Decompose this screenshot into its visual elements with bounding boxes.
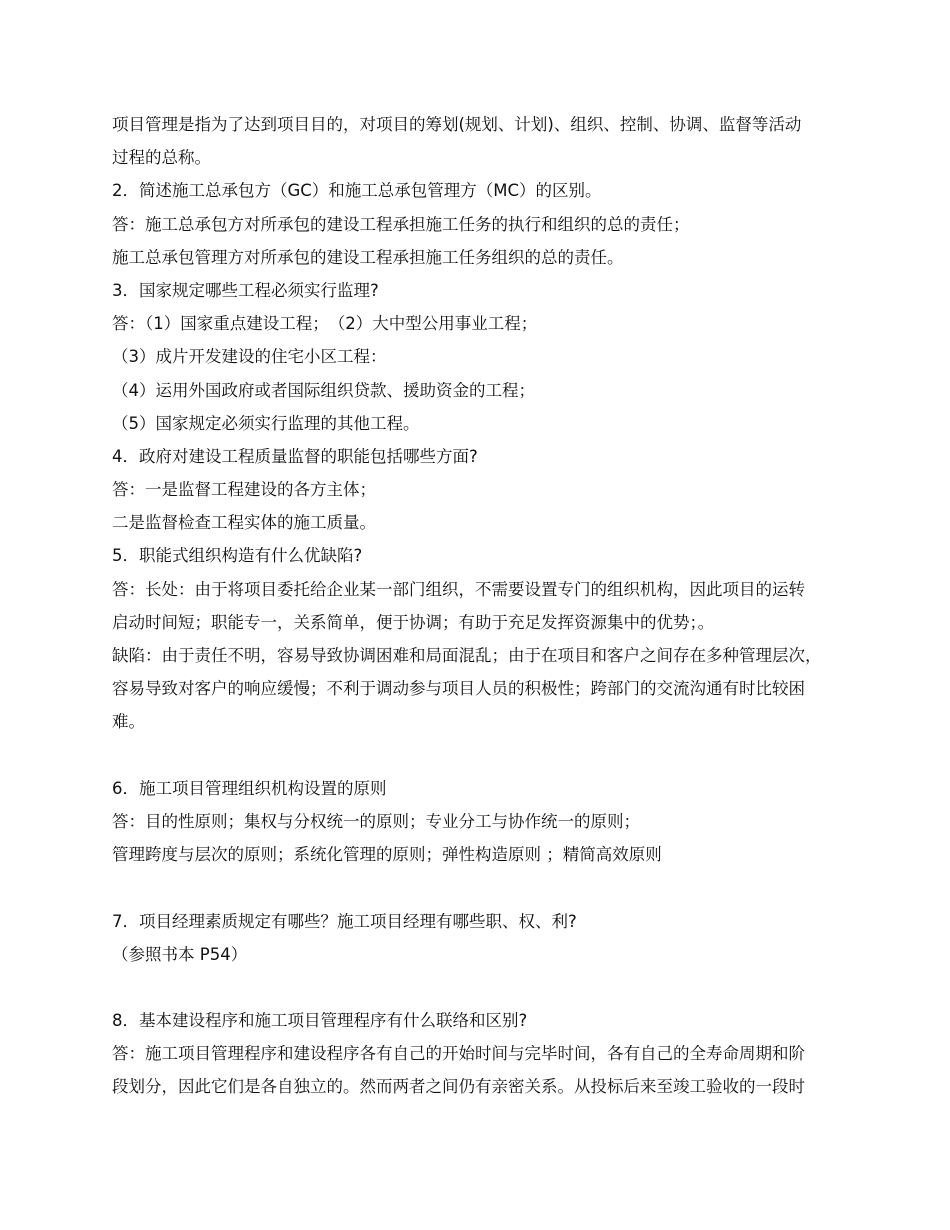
text-line: 过程的总称。 <box>112 148 211 168</box>
text-line: 容易导致对客户的响应缓慢；不利于调动参与项目人员的积极性；跨部门的交流沟通有时比较困 <box>112 679 805 699</box>
text-line: 二是监督检查工程实体的施工质量。 <box>112 513 376 533</box>
question-7: 7．项目经理素质规定有哪些？施工项目经理有哪些职、权、利? <box>112 911 577 931</box>
question-3: 3．国家规定哪些工程必须实行监理? <box>112 280 379 300</box>
answer-line: 答：长处：由于将项目委托给企业某一部门组织，不需要设置专门的组织机构，因此项目的运转 <box>112 579 805 599</box>
text-line: 难。 <box>112 712 145 732</box>
question-6: 6．施工项目管理组织机构设置的原则 <box>112 778 387 798</box>
blank-line <box>112 871 842 904</box>
answer-line: 答：（1）国家重点建设工程； （2）大中型公用事业工程； <box>112 314 538 334</box>
answer-line: 答：施工总承包方对所承包的建设工程承担施工任务的执行和组织的总的责任； <box>112 214 690 234</box>
question-2: 2．简述施工总承包方（GC）和施工总承包管理方（MC）的区别。 <box>112 181 602 201</box>
text-line: 启动时间短；职能专一，关系简单，便于协调；有助于充足发挥资源集中的优势；。 <box>112 612 715 632</box>
text-line: 段划分，因此它们是各自独立的。然而两者之间仍有亲密关系。从投标后来至竣工验收的一段时 <box>112 1077 805 1097</box>
answer-line: 答：目的性原则；集权与分权统一的原则；专业分工与协作统一的原则； <box>112 811 640 831</box>
text-line: （4）运用外国政府或者国际组织贷款、援助资金的工程； <box>112 380 535 400</box>
text-line: 管理跨度与层次的原则；系统化管理的原则；弹性构造原则 ；精简高效原则 <box>112 845 662 865</box>
text-line: 施工总承包管理方对所承包的建设工程承担施工任务组织的总的责任。 <box>112 247 624 267</box>
blank-line <box>112 739 842 772</box>
answer-line: 答：一是监督工程建设的各方主体； <box>112 480 376 500</box>
answer-line: 答：施工项目管理程序和建设程序各有自己的开始时间与完毕时间，各有自己的全寿命周期和阶 <box>112 1044 805 1064</box>
question-4: 4．政府对建设工程质量监督的职能包括哪些方面? <box>112 446 478 466</box>
reference-note: （参照书本 P54） <box>112 944 248 964</box>
text-line: （3）成片开发建设的住宅小区工程： <box>112 347 387 367</box>
blank-line <box>112 971 842 1004</box>
question-8: 8．基本建设程序和施工项目管理程序有什么联络和区别? <box>112 1011 528 1031</box>
text-line: （5）国家规定必须实行监理的其他工程。 <box>112 413 420 433</box>
text-line: 项目管理是指为了达到项目目的，对项目的筹划(规划、计划)、组织、控制、协调、监督等活动 <box>112 115 802 134</box>
text-line: 缺陷：由于责任不明，容易导致协调困难和局面混乱；由于在项目和客户之间存在多种管理层次， <box>112 646 822 665</box>
question-5: 5．职能式组织构造有什么优缺陷? <box>112 546 363 566</box>
document-body <box>112 108 842 1104</box>
